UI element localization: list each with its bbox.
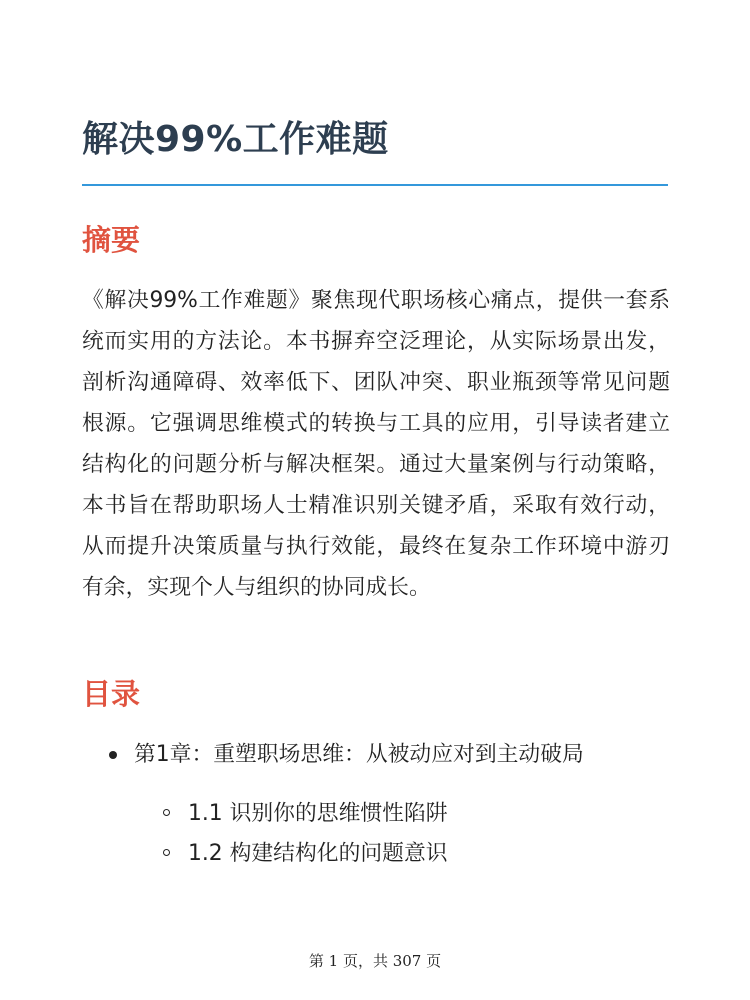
document-title: 解决99%工作难题 bbox=[82, 119, 389, 160]
page-footer: 第 1 页，共 307 页 bbox=[308, 952, 442, 970]
circle-bullet-icon bbox=[163, 849, 170, 856]
toc-chapter-1 bbox=[82, 736, 670, 874]
toc-heading: 目录 bbox=[82, 677, 141, 711]
circle-bullet-icon bbox=[163, 809, 170, 816]
title-divider bbox=[82, 184, 668, 186]
disc-bullet-icon bbox=[109, 751, 117, 759]
toc-chapter-1-sections bbox=[134, 794, 670, 874]
summary-text: 《解决99%工作难题》聚焦现代职场核心痛点，提供一套系统而实用的方法论。本书摒弃空泛理论，从实际场景出发，剖析沟通障碍、效率低下、团队冲突、职业瓶颈等常见问题根源。它强调思维模式的转换与工具的应用，引导读者建立结构化的问题分析与解决框架。通过大量案例与行动策略，本书旨在帮助职场人士精准识别关键矛盾，采取有效行动，从而提升决策质量与执行效能，最终在复杂工作环境中游刃有余，实现个人与组织的协同成长。 bbox=[82, 288, 670, 600]
toc-section-1-1 bbox=[134, 794, 670, 834]
toc-chapter-1-label: 第1章：重塑职场思维：从被动应对到主动破局 bbox=[134, 742, 584, 767]
toc-list bbox=[82, 736, 670, 874]
summary-heading: 摘要 bbox=[82, 223, 141, 257]
toc-section-1-1-label: 1.1 识别你的思维惯性陷阱 bbox=[188, 801, 448, 826]
toc-section-1-2-label: 1.2 构建结构化的问题意识 bbox=[188, 841, 448, 866]
toc-section-1-2 bbox=[134, 834, 670, 874]
